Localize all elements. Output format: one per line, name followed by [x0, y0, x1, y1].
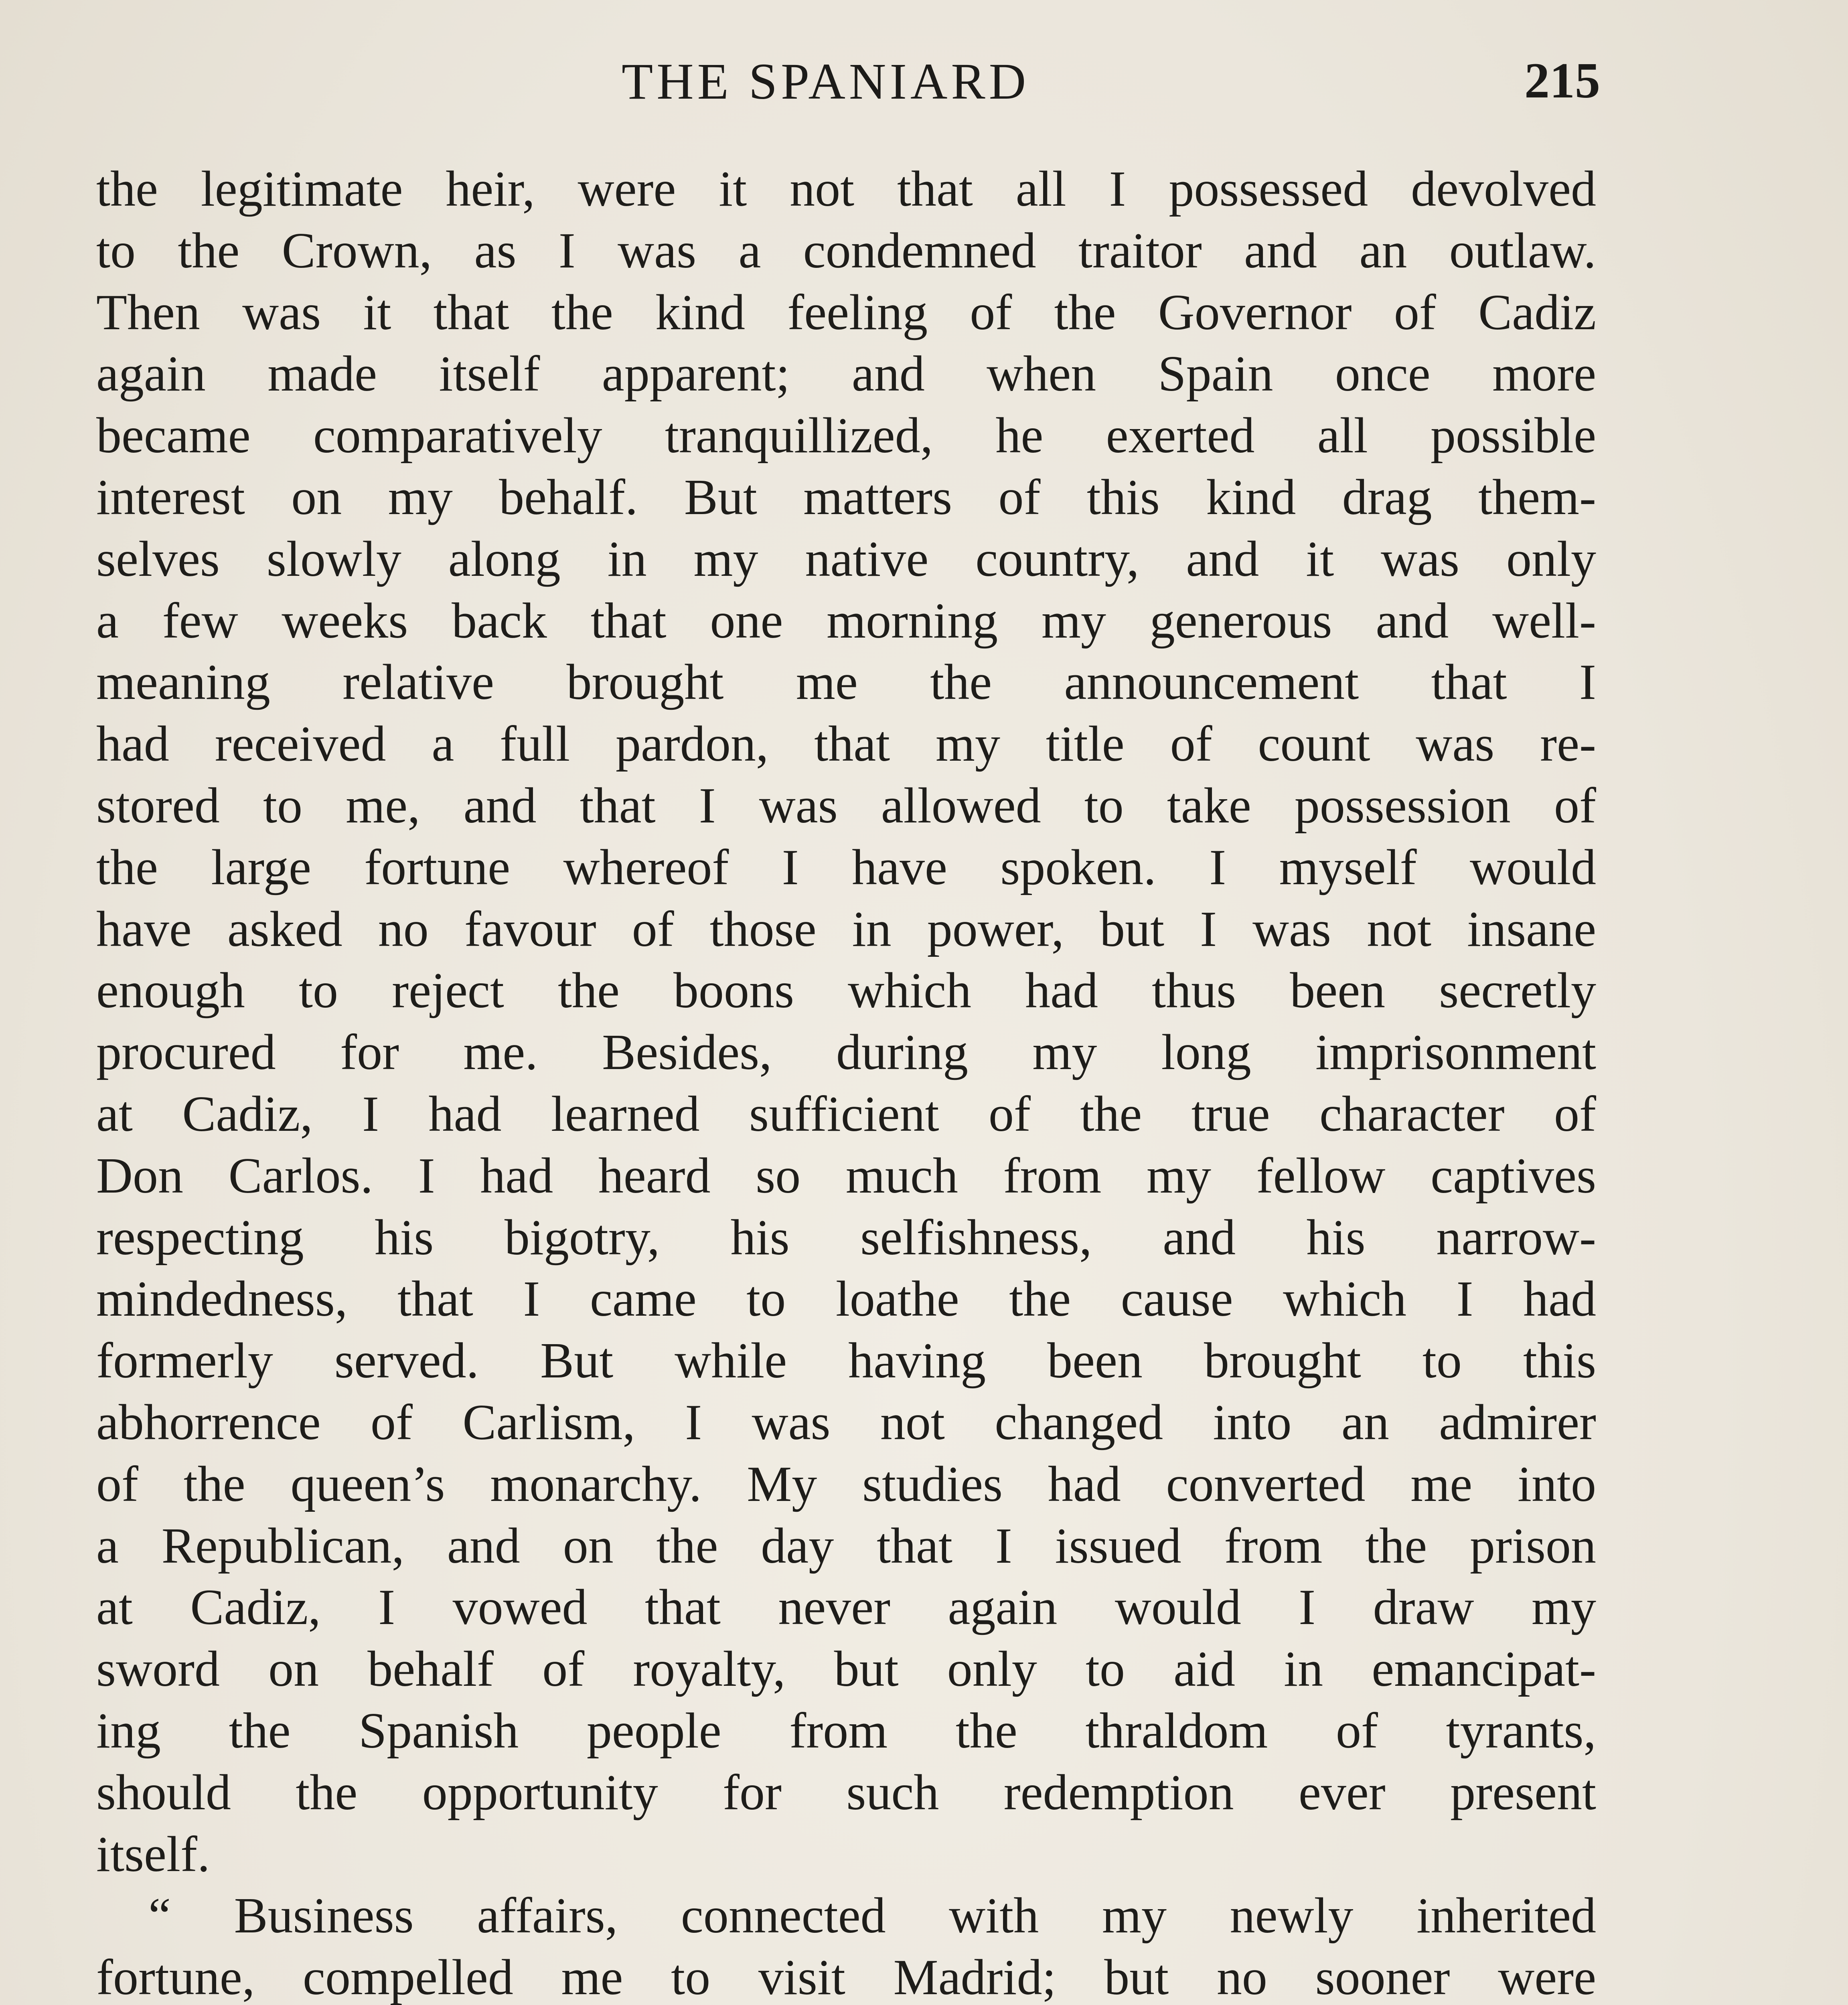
text-line: fortune, compelled me to visit Madrid; but no sooner were [96, 1950, 1596, 2005]
text-line: have asked no favour of those in power, but I was not insane [96, 901, 1596, 957]
text-line: a few weeks back that one morning my generous and well- [96, 593, 1596, 649]
text-line: sword on behalf of royalty, but only to aid in emancipat- [96, 1641, 1596, 1697]
text-line: a Republican, and on the day that I issued from the prison [96, 1518, 1596, 1574]
paragraph-end-line: itself. [96, 1826, 210, 1882]
text-line: again made itself apparent; and when Spain once more [96, 346, 1596, 402]
text-line: mindedness, that I came to loathe the cause which I had [96, 1271, 1596, 1327]
text-line: Don Carlos. I had heard so much from my fellow captives [96, 1148, 1596, 1204]
text-line: should the opportunity for such redemption ever present [96, 1764, 1596, 1821]
text-line: had received a full pardon, that my title of count was re- [96, 716, 1596, 772]
text-line: abhorrence of Carlism, I was not changed into an admirer [96, 1394, 1596, 1450]
text-line: formerly served. But while having been brought to this [96, 1333, 1596, 1389]
text-line: Then was it that the kind feeling of the Governor of Cadiz [96, 284, 1596, 340]
text-line: respecting his bigotry, his selfishness, and his narrow- [96, 1209, 1596, 1266]
paragraph-start-line: “ Business affairs, connected with my newly inherited [148, 1888, 1596, 1944]
text-line: meaning relative brought me the announcement that I [96, 654, 1596, 711]
text-line: stored to me, and that I was allowed to take possession of [96, 778, 1596, 834]
text-line: at Cadiz, I vowed that never again would I draw my [96, 1580, 1596, 1636]
text-line: procured for me. Besides, during my long imprisonment [96, 1025, 1596, 1081]
text-line: to the Crown, as I was a condemned traitor and an outlaw. [96, 223, 1596, 279]
text-line: selves slowly along in my native country, and it was only [96, 531, 1596, 587]
text-line: enough to reject the boons which had thus been secretly [96, 963, 1596, 1019]
body-text [96, 158, 1596, 2005]
text-line: ing the Spanish people from the thraldom of tyrants, [96, 1703, 1596, 1759]
text-line: became comparatively tranquillized, he exerted all possible [96, 408, 1596, 464]
text-line: interest on my behalf. But matters of this kind drag them- [96, 469, 1596, 525]
page-header [108, 52, 1600, 120]
text-line: the large fortune whereof I have spoken. I myself would [96, 839, 1596, 895]
page-number: 215 [1524, 53, 1600, 109]
text-line: at Cadiz, I had learned sufficient of the true character of [96, 1086, 1596, 1142]
running-title: THE SPANIARD [622, 53, 1030, 110]
text-line: the legitimate heir, were it not that all I possessed devolved [96, 161, 1596, 217]
text-line: of the queen’s monarchy. My studies had converted me into [96, 1456, 1596, 1512]
